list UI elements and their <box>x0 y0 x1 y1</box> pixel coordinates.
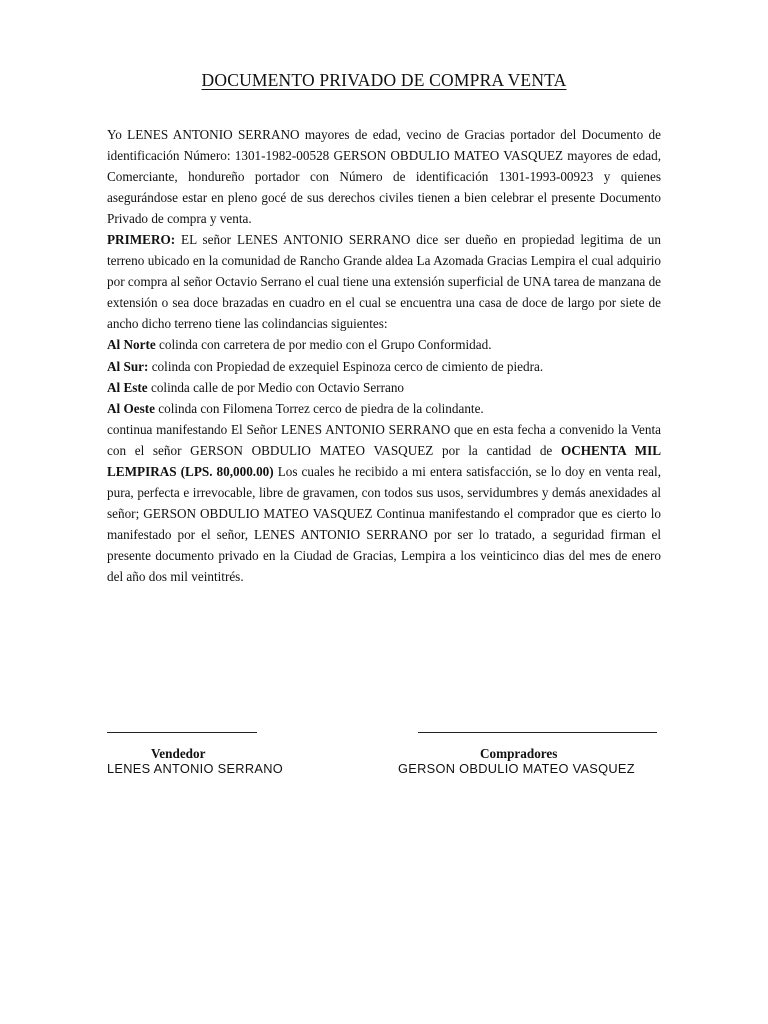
boundary-west-label: Al Oeste <box>107 400 155 416</box>
boundary-east-label: Al Este <box>107 379 148 395</box>
sale-amount: OCHENTA MIL LEMPIRAS (LPS. 80,000.00) <box>107 442 661 479</box>
boundary-west-text: colinda con Filomena Torrez cerco de piedra de la colindante. <box>154 400 484 416</box>
boundary-south-label: Al Sur: <box>107 358 149 374</box>
seller-role: Vendedor <box>151 746 206 761</box>
buyer-role: Compradores <box>480 746 558 761</box>
boundary-west <box>107 398 661 419</box>
boundary-south-text: colinda con Propiedad de exzequiel Espinoza cerco de cimiento de piedra. <box>148 358 544 374</box>
sale-paragraph <box>107 419 661 587</box>
boundary-east <box>107 377 661 398</box>
buyer-name: GERSON OBDULIO MATEO VASQUEZ <box>398 761 635 776</box>
boundary-east-text: colinda calle de por Medio con Octavio Serrano <box>147 379 405 395</box>
clause-primero-label: PRIMERO: <box>107 232 176 248</box>
clause-primero <box>107 229 661 334</box>
seller-name: LENES ANTONIO SERRANO <box>107 761 284 776</box>
document-body <box>107 124 661 587</box>
sale-text-after: Los cuales he recibido a mi entera satisfacción, se lo doy en venta real, pura, perfecta e irrevocable, libre de gravamen, con todos sus usos, servidumbres y demás anexidades al señor; GERSON OBDULIO MATEO VASQUEZ Continua manifestando el comprador que es cierto lo manifestado por el señor, LENES ANTONIO SERRANO por ser lo tratado, a seguridad firman el presente documento privado en la Ciudad de Gracias, Lempira a los veinticinco dias del mes de enero del año dos mil veintitrés. <box>107 463 661 584</box>
clause-primero-text: EL señor LENES ANTONIO SERRANO dice ser dueño en propiedad legitima de un terreno ubicado en la comunidad de Rancho Grande aldea La Azomada Gracias Lempira el cual adquirio por compra al señor Octavio Serrano el cual tiene una extensión superficial de UNA tarea de manzana de extensión o sea doce brazadas en cuadro en el cual se encuentra una casa de doce de largo por siete de ancho dicho terreno tiene las colindancias siguientes: <box>107 232 662 332</box>
boundary-north-text: colinda con carretera de por medio con el Grupo Conformidad. <box>155 337 492 353</box>
document-title-text: DOCUMENTO PRIVADO DE COMPRA VENTA <box>201 70 567 90</box>
buyer-signature-line <box>418 732 657 733</box>
seller-signature-line <box>107 732 257 733</box>
boundary-north-label: Al Norte <box>107 337 156 353</box>
sale-text-before: continua manifestando El Señor LENES ANTONIO SERRANO que en esta fecha a convenido la Venta con el señor GERSON OBDULIO MATEO VASQUEZ por la cantidad de <box>107 421 661 458</box>
document-title <box>0 70 768 91</box>
boundary-south <box>107 356 661 377</box>
boundary-north <box>107 334 661 355</box>
intro-paragraph: Yo LENES ANTONIO SERRANO mayores de edad, vecino de Gracias portador del Documento de identificación Número: 1301-1982-00528 GERSON OBDULIO MATEO VASQUEZ mayores de edad, Comerciante, hondureño portador con Número de identificación 1301-1993-00923 y quienes asegurándose estar en pleno gocé de sus derechos civiles tienen a bien celebrar el presente Documento Privado de compra y venta. <box>107 127 661 227</box>
